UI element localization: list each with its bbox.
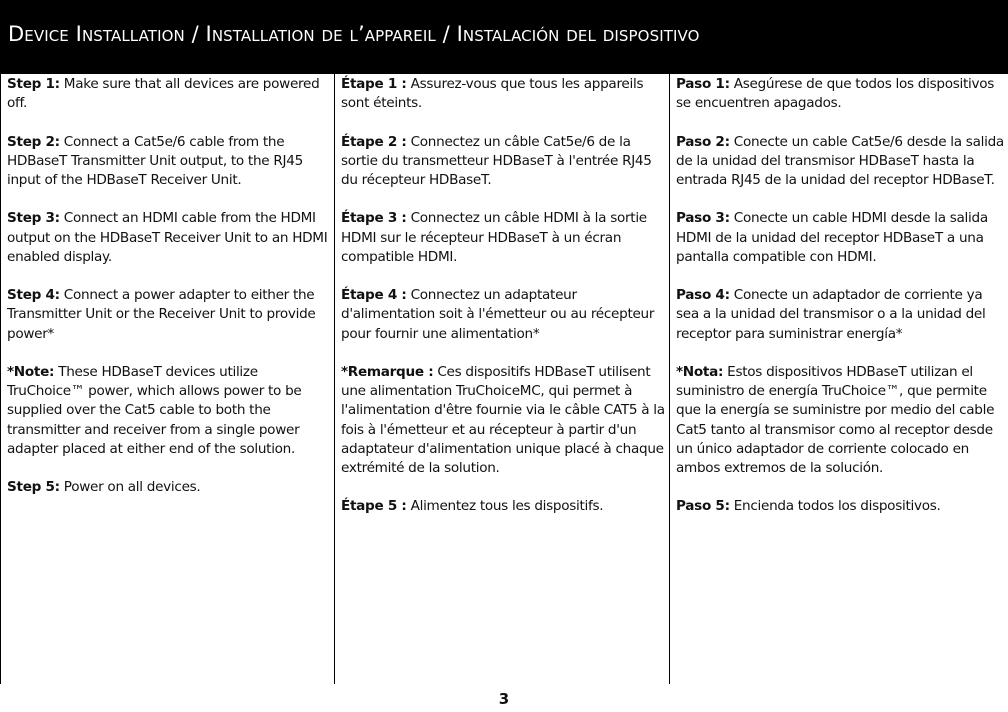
step-text: Connect a power adapter to either the Transmitter Unit or the Receiver Unit to provide power* — [7, 287, 316, 342]
step-label: Étape 3 : — [341, 210, 407, 227]
step-4-paragraph — [341, 286, 669, 344]
note-label: *Note: — [7, 363, 55, 380]
step-label: Step 4: — [7, 287, 60, 304]
step-text: Encienda todos los dispositivos. — [729, 498, 941, 515]
step-text: Alimentez tous les dispositifs. — [406, 498, 604, 515]
step-3-paragraph — [341, 209, 669, 267]
column-spanish — [670, 74, 1008, 684]
note-text: Estos dispositivos HDBaseT utilizan el suministro de energía TruChoice™, que permite que la energía se suministre por medio del cable Cat5 tanto al transmisor como al receptor desde un único adaptador de corriente colocado en ambos extremos de la solución. — [676, 363, 995, 476]
note-text: These HDBaseT devices utilize TruChoice™ power, which allows power to be supplied over the Cat5 cable to both the transmitter and receiver from a single power adapter placed at either end of the solution. — [7, 363, 302, 457]
step-label: Étape 1 : — [341, 76, 407, 92]
step-5-paragraph — [341, 497, 669, 516]
note-paragraph — [676, 363, 1008, 478]
step-label: Étape 2 : — [341, 133, 407, 150]
note-paragraph — [7, 363, 334, 459]
step-label: Étape 5 : — [341, 498, 407, 515]
step-text: Assurez-vous que tous les appareils sont éteints. — [341, 76, 644, 112]
step-4-paragraph — [676, 286, 1008, 344]
step-text: Connect an HDMI cable from the HDMI output on the HDBaseT Receiver Unit to an HDMI enabled display. — [7, 210, 328, 265]
step-text: Asegúrese de que todos los dispositivos se encuentren apagados. — [676, 76, 995, 112]
step-label: Paso 2: — [676, 133, 730, 150]
instruction-columns — [0, 74, 1008, 684]
step-label: Paso 3: — [676, 210, 730, 227]
step-5-paragraph — [676, 497, 1008, 516]
page-title: Device Installation / Installation de l’appareil / Instalación del dispositivo — [8, 22, 700, 46]
note-label: *Remarque : — [341, 363, 434, 380]
step-text: Connect a Cat5e/6 cable from the HDBaseT Transmitter Unit output, to the RJ45 input of the HDBaseT Receiver Unit. — [7, 133, 303, 188]
step-text: Conecte un adaptador de corriente ya sea a la unidad del transmisor o a la unidad del receptor para suministrar energía* — [676, 287, 986, 342]
step-text: Conecte un cable Cat5e/6 desde la salida de la unidad del transmisor HDBaseT hasta la entrada RJ45 de la unidad del receptor HDBaseT. — [676, 133, 1004, 188]
column-french — [335, 74, 670, 684]
step-3-paragraph — [7, 209, 334, 267]
step-label: Step 2: — [7, 133, 60, 150]
step-5-paragraph — [7, 478, 334, 497]
step-label: Step 3: — [7, 210, 60, 227]
column-english — [0, 74, 335, 684]
note-paragraph — [341, 363, 669, 478]
page-number: 3 — [498, 690, 510, 708]
note-text: Ces dispositifs HDBaseT utilisent une alimentation TruChoiceMC, qui permet à l'alimentation d'être fournie via le câble CAT5 à la fois à l'émetteur et au récepteur à partir d'un adaptateur d'alimentation unique placé à chaque extrémité de la solution. — [341, 363, 665, 476]
step-label: Paso 5: — [676, 498, 730, 515]
step-label: Paso 1: — [676, 76, 730, 92]
step-1-paragraph — [676, 75, 1008, 113]
step-4-paragraph — [7, 286, 334, 344]
step-text: Conecte un cable HDMI desde la salida HDMI de la unidad del receptor HDBaseT a una pantalla compatible con HDMI. — [676, 210, 988, 265]
step-2-paragraph — [7, 133, 334, 191]
step-1-paragraph — [7, 75, 334, 113]
step-text: Make sure that all devices are powered off. — [7, 76, 320, 112]
step-2-paragraph — [341, 133, 669, 191]
step-1-paragraph — [341, 75, 669, 113]
step-3-paragraph — [676, 209, 1008, 267]
step-text: Connectez un câble Cat5e/6 de la sortie du transmetteur HDBaseT à l'entrée RJ45 du récepteur HDBaseT. — [341, 133, 652, 188]
note-label: *Nota: — [676, 363, 724, 380]
step-2-paragraph — [676, 133, 1008, 191]
step-text: Power on all devices. — [59, 479, 201, 496]
step-text: Connectez un adaptateur d'alimentation soit à l'émetteur ou au récepteur pour fournir une alimentation* — [341, 287, 655, 342]
step-text: Connectez un câble HDMI à la sortie HDMI sur le récepteur HDBaseT à un écran compatible HDMI. — [341, 210, 647, 265]
step-label: Step 5: — [7, 479, 60, 496]
page-header — [0, 0, 1008, 74]
step-label: Paso 4: — [676, 287, 730, 304]
step-label: Step 1: — [7, 76, 60, 92]
step-label: Étape 4 : — [341, 287, 407, 304]
